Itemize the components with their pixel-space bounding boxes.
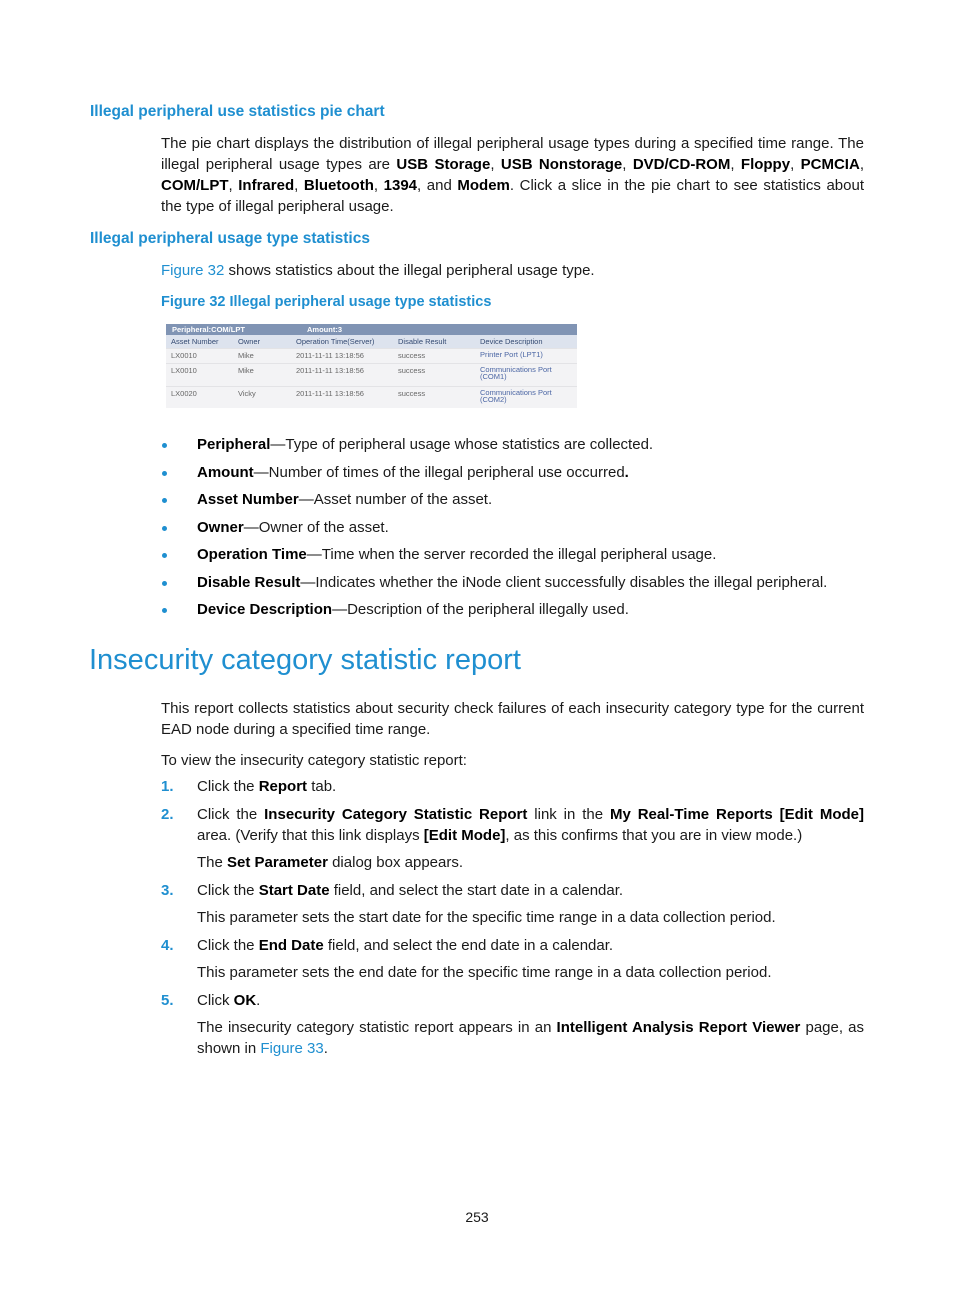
amount-label: Amount:3 xyxy=(307,325,342,334)
figure-link[interactable]: Figure 33 xyxy=(260,1040,324,1057)
bullet-icon xyxy=(162,443,167,448)
table-cell: Mike xyxy=(233,364,291,387)
chapter-title: Insecurity category statistic report xyxy=(89,644,521,676)
step-result: The insecurity category statistic report appears in an Intelligent Analysis Report Viewer page, as shown in Figure 33. xyxy=(197,1019,864,1057)
list-item: Amount—Number of times of the illegal peripheral use occurred. xyxy=(161,462,827,490)
list-item: Asset Number—Asset number of the asset. xyxy=(161,489,827,517)
list-item: Owner—Owner of the asset. xyxy=(161,517,827,545)
table-header-row xyxy=(166,335,577,349)
step-number: 1. xyxy=(161,778,174,795)
procedure-step xyxy=(161,990,864,1059)
step-number: 4. xyxy=(161,937,174,954)
step-text: Click the End Date field, and select the end date in a calendar. xyxy=(197,937,614,954)
bullet-icon xyxy=(162,471,167,476)
list-item: Device Description—Description of the peripheral illegally used. xyxy=(161,599,827,627)
step-text: Click the Report tab. xyxy=(197,778,337,795)
table-cell: success xyxy=(393,349,475,364)
step-number: 2. xyxy=(161,806,174,823)
table-cell: Communications Port (COM1) xyxy=(475,364,577,387)
bullet-icon xyxy=(162,553,167,558)
bullet-icon xyxy=(162,581,167,586)
table-cell: Printer Port (LPT1) xyxy=(475,349,577,364)
table-cell: LX0020 xyxy=(166,387,233,409)
table-cell: LX0010 xyxy=(166,349,233,364)
page-number: 253 xyxy=(465,1209,489,1225)
table-cell: Vicky xyxy=(233,387,291,409)
column-header: Operation Time(Server) xyxy=(291,335,393,349)
step-text: Click the Insecurity Category Statistic Report link in the My Real-Time Reports [Edit Mode] area. (Verify that this link displays [Edit Mode], as this confirms that you are in view mode.) xyxy=(197,806,864,844)
bullet-icon xyxy=(162,498,167,503)
step-note: This parameter sets the start date for the specific time range in a data collection period. xyxy=(197,909,776,926)
procedure-intro: To view the insecurity category statistic report: xyxy=(161,752,467,769)
figure-caption: Figure 32 Illegal peripheral usage type statistics xyxy=(161,294,492,310)
step-text: Click the Start Date field, and select the start date in a calendar. xyxy=(197,882,624,899)
table-cell: 2011-11-11 13:18:56 xyxy=(291,387,393,409)
usage-type-statistics-figure xyxy=(166,324,577,408)
list-item: Peripheral—Type of peripheral usage whose statistics are collected. xyxy=(161,434,827,462)
procedure-steps xyxy=(161,776,864,1059)
peripheral-label: Peripheral:COM/LPT xyxy=(172,325,245,334)
table-cell: Communications Port (COM2) xyxy=(475,387,577,409)
statistics-table xyxy=(166,335,577,408)
figure-link[interactable]: Figure 32 xyxy=(161,262,225,279)
column-header: Asset Number xyxy=(166,335,233,349)
figure-title-bar xyxy=(166,324,577,335)
list-item: Disable Result—Indicates whether the iNode client successfully disables the illegal peripheral. xyxy=(161,572,827,600)
column-header: Device Description xyxy=(475,335,577,349)
list-item: Operation Time—Time when the server recorded the illegal peripheral usage. xyxy=(161,544,827,572)
section-heading-pie-chart: Illegal peripheral use statistics pie chart xyxy=(90,103,385,120)
table-cell: 2011-11-11 13:18:56 xyxy=(291,364,393,387)
procedure-step xyxy=(161,804,864,880)
table-row xyxy=(166,364,577,387)
table-cell: success xyxy=(393,364,475,387)
column-header: Owner xyxy=(233,335,291,349)
column-header: Disable Result xyxy=(393,335,475,349)
table-row xyxy=(166,349,577,364)
step-text: Click OK. xyxy=(197,992,261,1009)
table-cell: 2011-11-11 13:18:56 xyxy=(291,349,393,364)
table-cell: LX0010 xyxy=(166,364,233,387)
report-description: This report collects statistics about security check failures of each insecurity category type for the current EAD node during a specified time range. xyxy=(161,700,864,738)
table-cell: Mike xyxy=(233,349,291,364)
procedure-step xyxy=(161,880,864,935)
usage-type-intro: Figure 32 shows statistics about the illegal peripheral usage type. xyxy=(161,262,595,279)
step-result: The Set Parameter dialog box appears. xyxy=(197,854,464,871)
bullet-icon xyxy=(162,608,167,613)
bullet-icon xyxy=(162,526,167,531)
step-number: 3. xyxy=(161,882,174,899)
pie-chart-description: The pie chart displays the distribution of illegal peripheral usage types during a specified time range. The illegal peripheral usage types are USB Storage, USB Nonstorage, DVD/CD-ROM, Floppy, PCMCIA, COM/LPT, Infrared, Bluetooth, 1394, and Modem. Click a slice in the pie chart to see statistics about the type of illegal peripheral usage. xyxy=(161,135,864,215)
section-heading-usage-type: Illegal peripheral usage type statistics xyxy=(90,230,370,247)
procedure-step xyxy=(161,935,864,990)
step-number: 5. xyxy=(161,992,174,1009)
table-row xyxy=(166,387,577,409)
field-definitions-list xyxy=(161,434,827,627)
step-note: This parameter sets the end date for the specific time range in a data collection period. xyxy=(197,964,772,981)
table-cell: success xyxy=(393,387,475,409)
procedure-step xyxy=(161,776,864,804)
